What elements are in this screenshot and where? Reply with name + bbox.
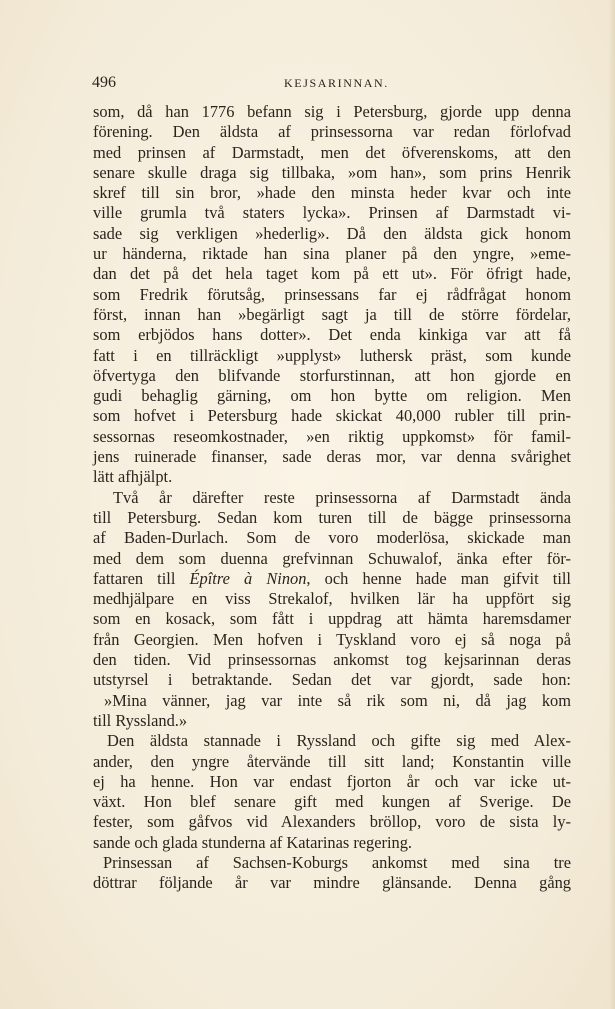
text-fragment: , och henne hade man gifvit till <box>306 568 571 588</box>
body-text <box>93 102 571 894</box>
text-line: växt. Hon blef senare gift med kungen af Sverige. De <box>93 792 571 812</box>
text-line: fester, som gåfvos vid Alexanders bröllop, voro de sista ly- <box>93 812 571 832</box>
text-fragment: fattaren till <box>93 568 176 588</box>
text-line: från Georgien. Men hofven i Tyskland voro ej så noga på <box>93 629 571 649</box>
text-line: som erbjödos hans dotter». Det enda kinkiga var att få <box>93 325 571 345</box>
text-line: med prinsen af Darmstadt, men det öfverenskoms, att den <box>93 142 571 162</box>
text-line: som Fredrik förutsåg, prinsessans far ej rådfrågat honom <box>93 284 571 304</box>
text-line: som en kosack, som fått i uppdrag att hämta haremsdamer <box>93 609 571 629</box>
text-line: ej ha henne. Hon var endast fjorton år och var icke ut- <box>93 771 571 791</box>
text-line: öfvertyga den blifvande storfurstinnan, att hon gjorde en <box>93 365 571 385</box>
text-line: som, då han 1776 befann sig i Petersburg, gjorde upp denna <box>93 102 571 121</box>
running-head: KEJSARINNAN. <box>284 76 389 90</box>
text-line: med dem som duenna grefvinnan Schuwalof, änka efter för- <box>93 548 571 568</box>
page-number: 496 <box>92 74 116 91</box>
text-line: ville grumla två staters lycka». Prinsen af Darmstadt vi- <box>93 203 571 223</box>
text-line: skref till sin bror, »hade den minsta heder kvar och inte <box>93 183 571 203</box>
text-line: Två år därefter reste prinsessorna af Darmstadt ända <box>113 487 571 507</box>
text-line: först, innan han »begärligt sagt ja till de större fördelar, <box>93 304 571 324</box>
text-line: sade sig verkligen »hederlig». Då den äldsta gick honom <box>93 223 571 243</box>
text-line: sessornas reseomkostnader, »en riktig uppkomst» för famil- <box>93 426 571 446</box>
text-line: sande och glada stunderna af Katarinas regering. <box>93 832 413 852</box>
text-line: gudi behaglig gärning, om hon bytte om religion. Men <box>93 386 571 406</box>
text-line: medhjälpare en viss Strekalof, hvilken lär ha uppfört sig <box>93 589 571 609</box>
text-line: till Ryssland.» <box>93 710 188 730</box>
text-line: senare skulle draga sig tillbaka, »om han», som prins Henrik <box>93 162 571 182</box>
text-line: Prinsessan af Sachsen-Koburgs ankomst med sina tre <box>103 852 571 872</box>
text-line: fatt i en tillräckligt »upplyst» luthersk präst, som kunde <box>93 345 571 365</box>
page-header <box>92 74 570 96</box>
page-edge <box>609 0 615 1009</box>
text-line: af Baden-Durlach. Som de voro moderlösa, skickade man <box>93 528 571 548</box>
text-line: Den äldsta stannade i Ryssland och gifte sig med Alex- <box>107 731 571 751</box>
text-line: döttrar följande år var mindre glänsande. Denna gång <box>93 873 571 893</box>
text-line: till Petersburg. Sedan kom turen till de bägge prinsessorna <box>93 507 571 527</box>
text-line: lätt afhjälpt. <box>93 467 173 487</box>
text-line: förening. Den äldsta af prinsessorna var redan förlofvad <box>93 122 571 142</box>
text-line: utstyrsel i betraktande. Sedan det var gjordt, sade hon: <box>93 670 571 690</box>
text-line: dan det på det hela taget kom på ett ut». För öfrigt hade, <box>93 264 571 284</box>
italic-title: Épître à Ninon <box>189 568 307 588</box>
text-line: den tiden. Vid prinsessornas ankomst tog kejsarinnan deras <box>93 650 571 670</box>
text-line: jens ruinerade finanser, sade deras mor, var denna svårighet <box>93 447 571 467</box>
text-line: som hofvet i Petersburg hade skickat 40,000 rubler till prin- <box>93 406 571 426</box>
text-line: ander, den yngre återvände till sitt land; Konstantin ville <box>93 751 571 771</box>
text-line-with-title <box>93 569 571 589</box>
text-line: ur händerna, riktade han sina planer på den yngre, »eme- <box>93 244 571 264</box>
text-line: »Mina vänner, jag var inte så rik som ni, då jag kom <box>104 690 571 710</box>
